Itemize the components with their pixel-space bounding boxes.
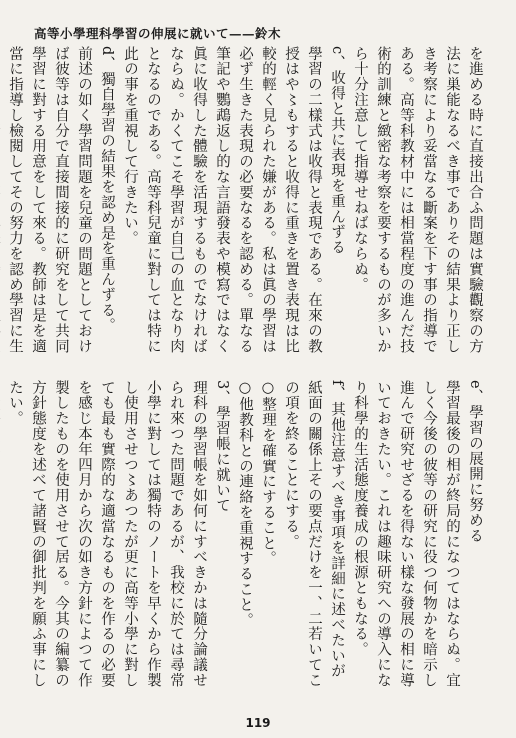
upper-text-block [7, 46, 486, 356]
running-head: 高等小學理科學習の伸展に就いて——鈴木 [34, 26, 282, 41]
paragraph-expression: 學習の二樣式は收得と表現である。在來の教授はや〻もすると收得に重きを置き表現は比較的輕く見られた嫌がある。私は眞の學習は必ず生きた表現の必要なるを認める。單なる筆記や鸚鵡返し的な言語發表や模寫ではなく眞に收得した體驗を活現するものでなければならぬ。かくてこそ學習が自己の血となり肉となるのである。高等科兒童に對しては特に此の事を重視して行きたい。 [122, 46, 322, 354]
heading-c: c、收得と共に表現を重んずる [329, 46, 345, 256]
page-number: 119 [245, 716, 271, 730]
heading-notebook: 3、學習帳に就いて [214, 380, 230, 514]
bullet-subject-link: ○他教科との連絡を重視すること。 [237, 380, 253, 628]
paragraph-notebook: 理科の學習帳を如何にすべきかは隨分論議せられ來つた問題であるが、我校に於ては尋常小學に對しては獨特のノートを早くから作製し使用させつ〻あつたが更に高等小學に對しても最も實際的な適當なるものを作るの必要を感じ本年四月から次の如き方針によつて作製したものを使用させて居る。今其の編纂の方針態度を述べて諸賢の御批判を願ふ事にしたい。 [7, 380, 207, 688]
lower-text-block [7, 380, 486, 690]
paragraph-development: 學習最後の相が終局的になつてはならぬ。宜しく今後の彼等の研究に役つ何物かを暗示し進んで研究せざるを得ない樣な發展の相に導いておきたい。これは趣味研究への導入になり科學的生活態度養成の根源ともなる。 [352, 380, 460, 688]
heading-d: d、獨自學習の結果を認め是を重んずる。 [99, 46, 115, 334]
bullet-organize: ○整理を確實にすること。 [260, 380, 276, 567]
heading-editorial-intent [0, 380, 3, 690]
paragraph-independent-study: 前述の如く學習問題を兒童の問題としておけば彼等は自分で直接間接的に研究をして共同學習に對する用意をして來る。教師は是を適當に指導し檢閱してその努力を認め學習に生 [7, 46, 92, 354]
paragraph-method-guidance: を進める時に直接出合ふ問題は實驗觀察の方法に巣能なるべき事でありその結果より正しき考察により妥當なる斷案を下す事の指導である。高等科教材中には相當程度の進んだ技術的訓練と緻密な考察を要するものが多いから十分注意して指導せねばならぬ。 [352, 46, 483, 354]
heading-e: e、學習の展開に努める [467, 380, 483, 544]
paragraph-other-notes: f、其他注意すべき事項を詳細に述べたいが紙面の關係上その要点だけを一、二若いてこの項を終ることにする。 [283, 380, 345, 688]
